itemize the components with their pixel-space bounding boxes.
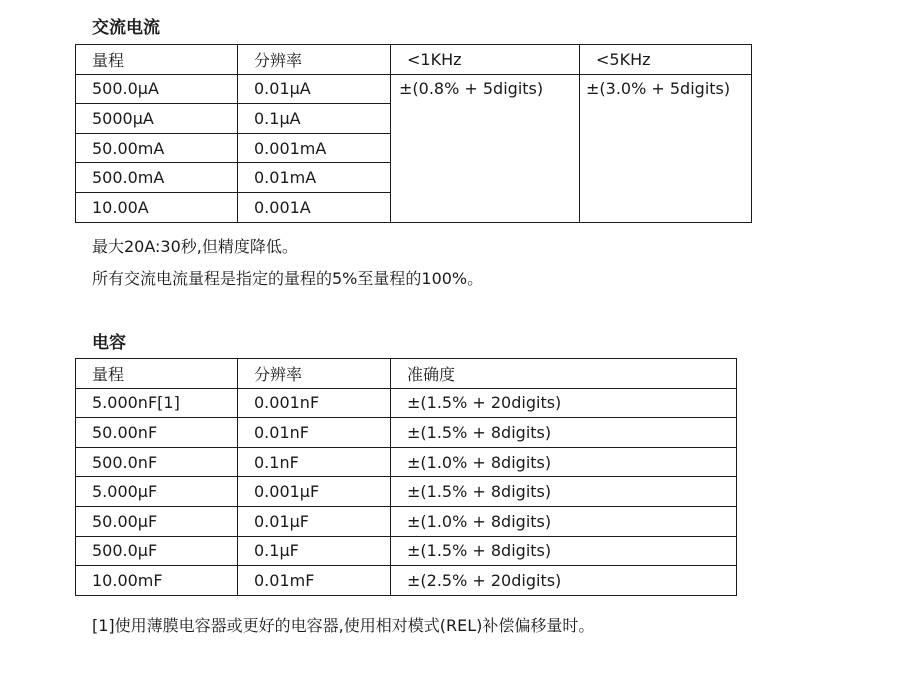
range-cell: 50.00µF (76, 506, 238, 536)
range-cell: 50.00nF (76, 418, 238, 448)
capacitance-heading: 电容 (92, 333, 126, 353)
resolution-cell: 0.001µF (238, 477, 391, 507)
header-resolution: 分辨率 (238, 359, 391, 389)
table-row (76, 566, 737, 596)
resolution-cell: 0.1µA (238, 104, 391, 134)
capacitance-table (75, 358, 737, 596)
ac-current-heading: 交流电流 (92, 18, 160, 38)
table-row (76, 418, 737, 448)
accuracy-cell: ±(1.5% + 8digits) (391, 477, 737, 507)
accuracy-cell: ±(1.5% + 8digits) (391, 418, 737, 448)
resolution-cell: 0.001mA (238, 133, 391, 163)
accuracy-cell: ±(1.5% + 8digits) (391, 536, 737, 566)
table-row (76, 447, 737, 477)
accuracy-5khz-cell: ±(3.0% + 5digits) (580, 74, 752, 222)
range-cell: 500.0nF (76, 447, 238, 477)
range-cell: 5000µA (76, 104, 238, 134)
resolution-cell: 0.01mF (238, 566, 391, 596)
range-cell: 500.0µA (76, 74, 238, 104)
header-accuracy-5khz: <5KHz (580, 45, 752, 75)
capacitance-footnote: [1]使用薄膜电容器或更好的电容器,使用相对模式(REL)补偿偏移量时。 (92, 616, 595, 635)
table-header-row (76, 45, 752, 75)
range-cell: 10.00A (76, 192, 238, 222)
header-accuracy-1khz: <1KHz (391, 45, 580, 75)
accuracy-cell: ±(1.5% + 20digits) (391, 388, 737, 418)
accuracy-1khz-cell: ±(0.8% + 5digits) (391, 74, 580, 222)
accuracy-cell: ±(1.0% + 8digits) (391, 506, 737, 536)
ac-current-note-range: 所有交流电流量程是指定的量程的5%至量程的100%。 (92, 269, 484, 288)
range-cell: 500.0µF (76, 536, 238, 566)
ac-current-table (75, 44, 752, 223)
header-accuracy: 准确度 (391, 359, 737, 389)
range-cell: 50.00mA (76, 133, 238, 163)
header-range: 量程 (76, 45, 238, 75)
resolution-cell: 0.01µF (238, 506, 391, 536)
header-resolution: 分辨率 (238, 45, 391, 75)
range-cell: 500.0mA (76, 163, 238, 193)
accuracy-cell: ±(2.5% + 20digits) (391, 566, 737, 596)
range-cell: 10.00mF (76, 566, 238, 596)
accuracy-cell: ±(1.0% + 8digits) (391, 447, 737, 477)
table-header-row (76, 359, 737, 389)
resolution-cell: 0.1µF (238, 536, 391, 566)
resolution-cell: 0.001A (238, 192, 391, 222)
table-row (76, 506, 737, 536)
table-row (76, 74, 752, 104)
resolution-cell: 0.01nF (238, 418, 391, 448)
resolution-cell: 0.01mA (238, 163, 391, 193)
range-cell: 5.000µF (76, 477, 238, 507)
table-row (76, 388, 737, 418)
ac-current-note-max: 最大20A:30秒,但精度降低。 (92, 237, 298, 256)
header-range: 量程 (76, 359, 238, 389)
table-row (76, 477, 737, 507)
table-row (76, 536, 737, 566)
resolution-cell: 0.001nF (238, 388, 391, 418)
resolution-cell: 0.01µA (238, 74, 391, 104)
resolution-cell: 0.1nF (238, 447, 391, 477)
range-cell: 5.000nF[1] (76, 388, 238, 418)
